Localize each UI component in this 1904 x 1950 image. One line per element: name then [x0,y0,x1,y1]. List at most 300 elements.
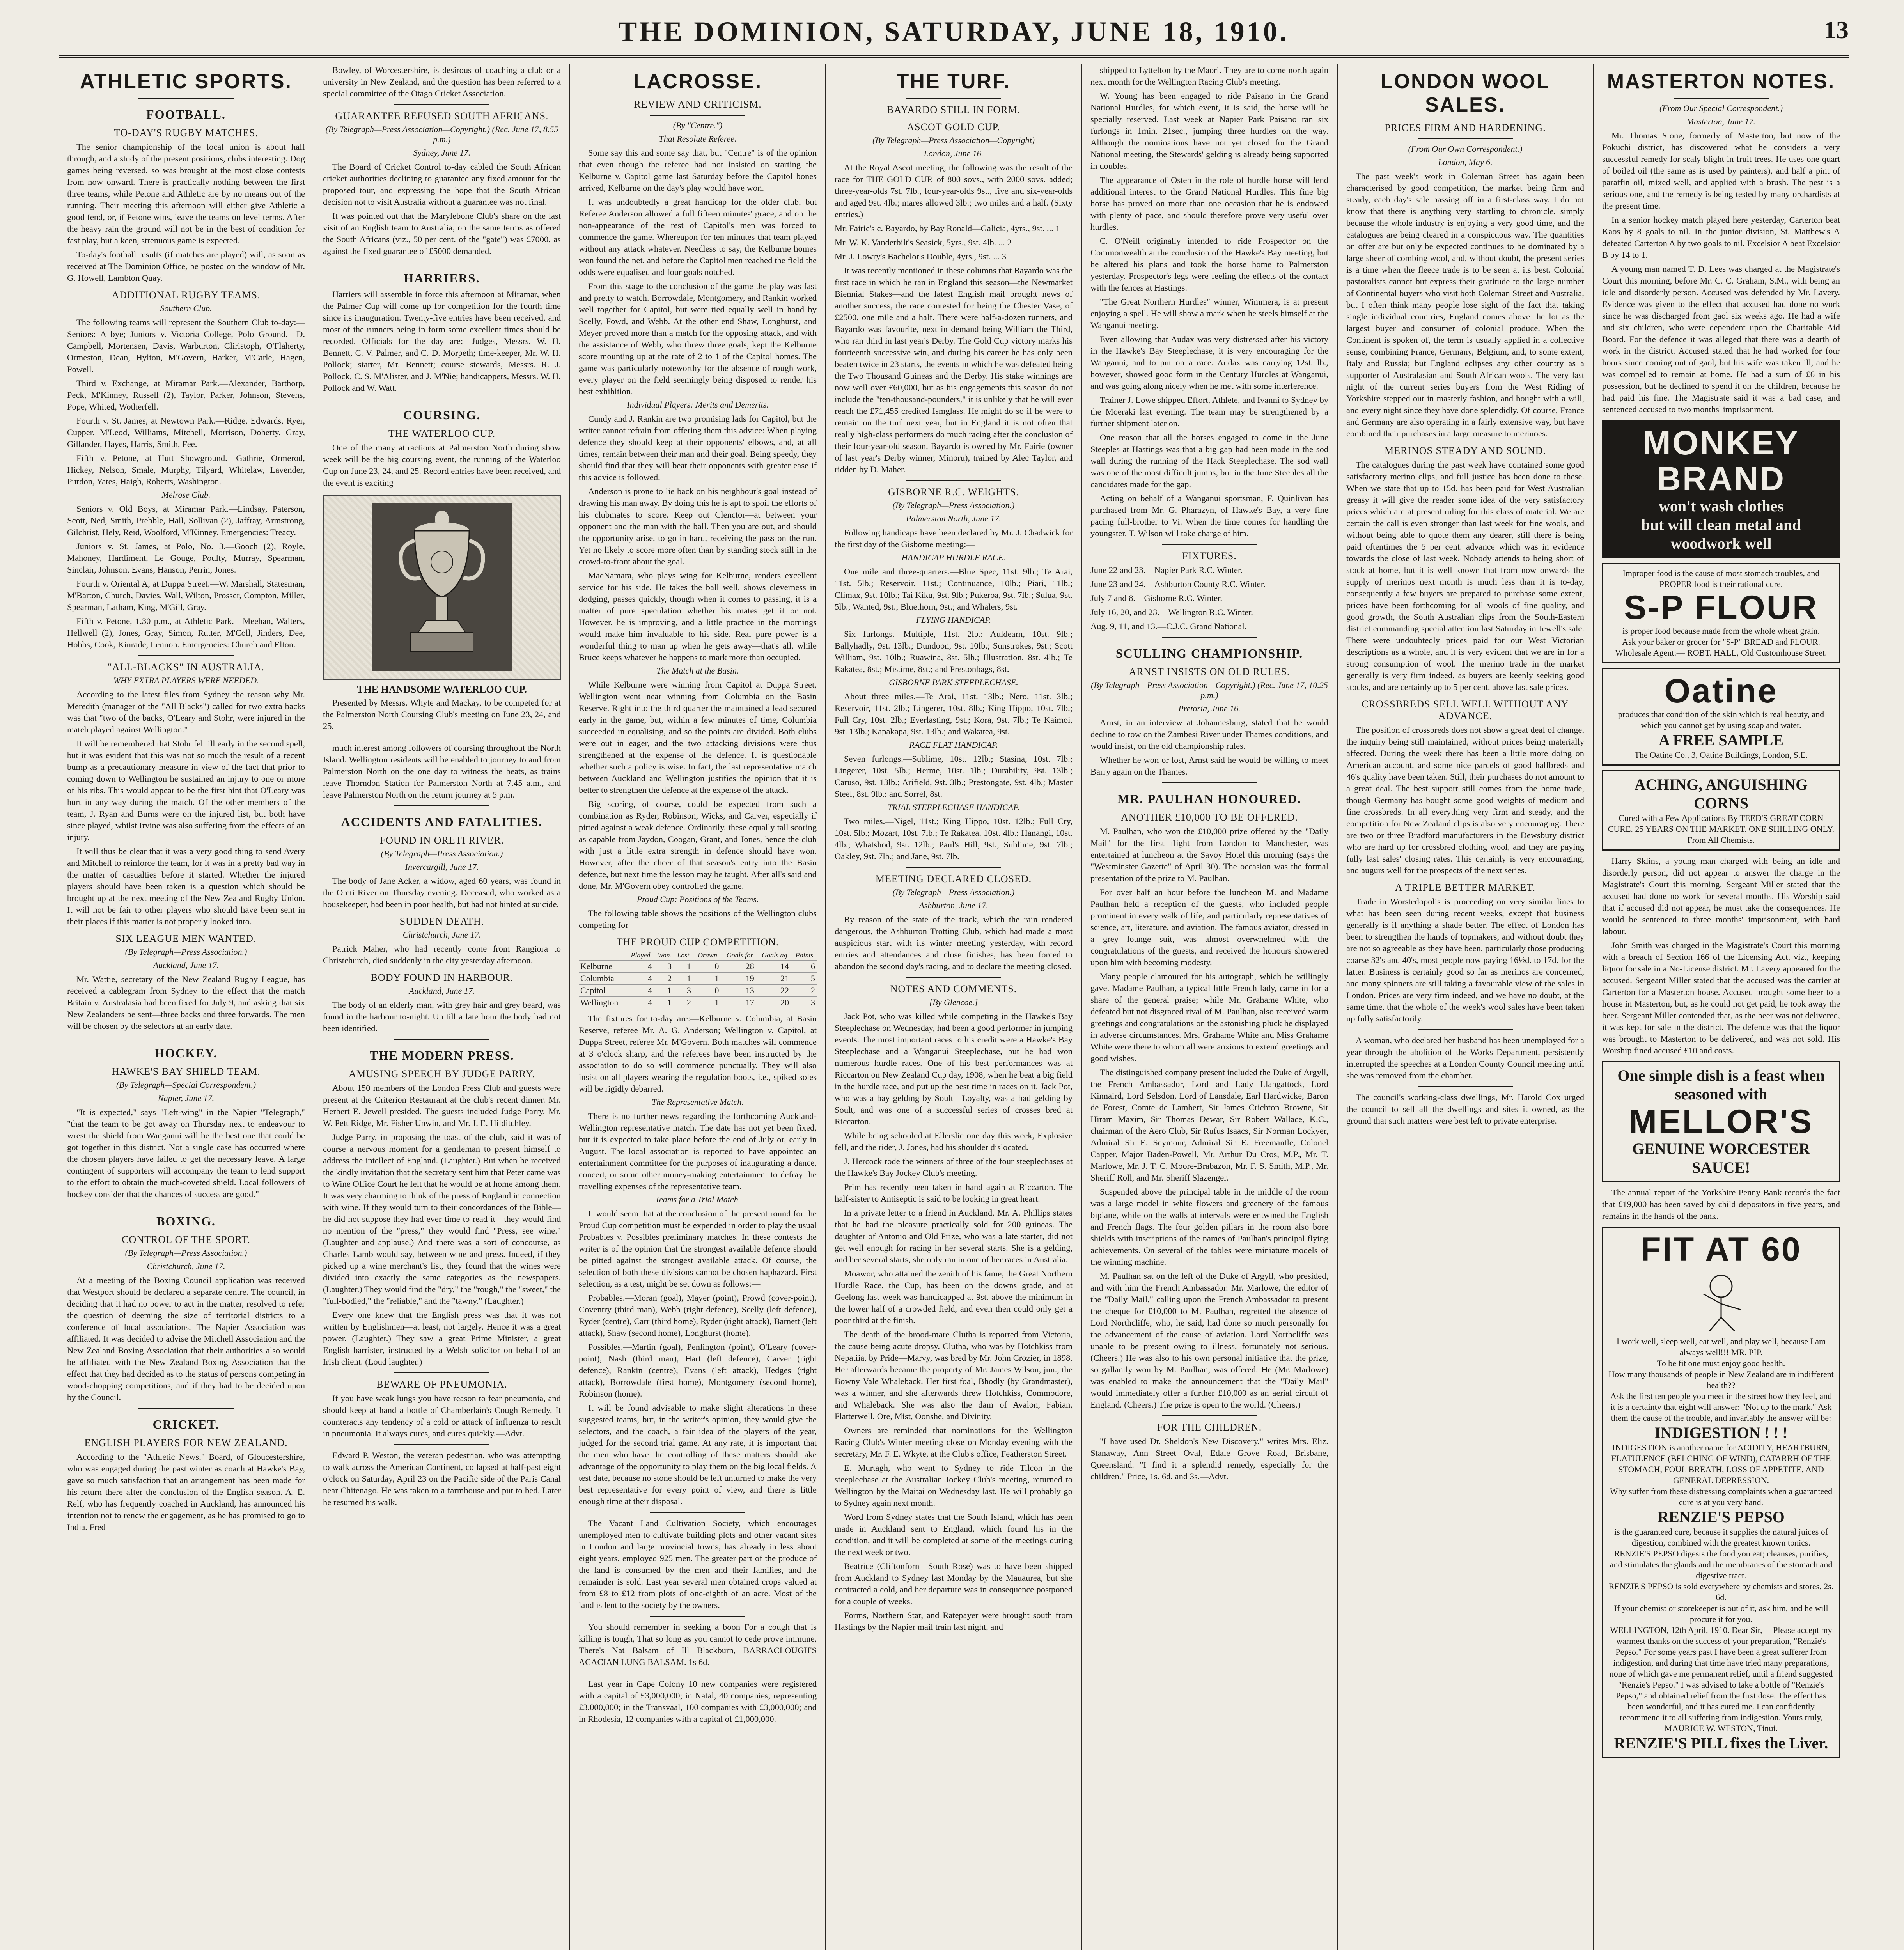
table-cell: 4 [626,997,653,1009]
trophy-icon [372,503,512,671]
byline: (By Telegraph—Press Association.) [381,849,503,858]
divider [394,1039,489,1040]
byline: (By Telegraph—Press Association—Copyright) [872,135,1035,145]
section-heading: THE TURF. [896,70,1011,93]
ad-brand-name: Oatine [1664,672,1778,710]
paragraph: The appearance of Osten in the role of hurdle horse will lend additional interest to the Grand National Hurdles. This fine big horse has proved on more than one occasion that he is endowed with plenty of pace, and should therefore prove very useful over hurdles. [1090,175,1328,232]
article-heading: TO-DAY'S RUGBY MATCHES. [114,127,258,138]
ad-tagline: GENUINE WORCESTER SAUCE! [1632,1140,1810,1176]
divider [906,98,1001,99]
paragraph: The senior championship of the local union is about half through, and a study of the present positions, clubs interesting. Dog games being reversed, so was brought at the most close contests from now onward. There is practically nothing between the first three teams, while Petone and Athletic are by no means out of the running. Their meeting this afternoon will either give Athletic a good fend, or, if Petone wins, leave the teams on level terms. After the heavy rain the ground will not be in the best of condition for fast play, but a keen, strenuous game is expected. [67,142,305,245]
ad-text: is proper food because made from the whole wheat grain. [1622,626,1820,636]
column-7 [1594,64,1849,1950]
table-title: THE PROUD CUP COMPETITION. [616,936,779,948]
divider [650,1512,745,1513]
paragraph: Seven furlongs.—Sublime, 10st. 12lb.; Stasina, 10st. 7lb.; Lingerer, 10st. 5lb.; Herme, 10st. 1lb.; Durability, 9st. 13lb.; Caruso, 9st. 13lb.; Arifield, 9st. 3lb.; Prestongate, 9st. 4lb.; Master Steel, 8st. 9lb.; and Sorrel, 8st. [835,754,1073,799]
paragraph: Bowley, of Worcestershire, is desirous of coaching a club or a university in New Zealand, and the question has been referred to a special committee of the Otago Cricket Association. [323,65,561,98]
subheading: The Representative Match. [652,1097,744,1107]
byline: (From Our Own Correspondent.) [1408,144,1523,154]
proud-cup-table [579,950,817,1009]
race-results [835,223,1073,262]
article-heading: ANOTHER £10,000 TO BE OFFERED. [1121,812,1298,823]
divider [1162,1415,1257,1416]
paragraph: Some say this and some say that, but "Centre" is of the opinion that even though the referee had not insisted on starting the Kelburne v. Capitol game last Saturday before the Capitol bones arrived, Kelburne on the day's play would have won. [579,148,817,193]
dateline: London, June 16. [924,149,984,158]
list-item: July 16, 20, and 23.—Wellington R.C. Winter. [1090,607,1253,617]
dateline: Auckland, June 17. [409,986,475,996]
paragraph: It would seem that at the conclusion of the present round for the Proud Cup competition must be expended in order to play the usual Probables v. Possibles preliminary matches. In these contests the writer is of the opinion that the strongest available defence should be pitted against the strongest available attack. Of course, the selection of both these divisions cannot be chosen haphazard. First selection, as a test, might be set down as follows:— [579,1209,817,1289]
article-heading: CONTROL OF THE SPORT. [122,1234,250,1245]
table-cell: Capitol [579,985,626,997]
article-heading: HAWKE'S BAY SHIELD TEAM. [112,1066,261,1077]
article-heading: A TRIPLE BETTER MARKET. [1395,882,1536,893]
paragraph: The Board of Cricket Control to-day cabled the South African cricket authorities declining to guarantee any fixed amount for the proposed tour, and expressing the hope that the South African decision not to visit Australia without a guarantee was not final. [323,162,561,207]
ad-text: To be fit one must enjoy good health. [1657,1358,1785,1368]
table-cell: 2 [791,985,817,997]
paragraph: Fourth v. St. James, at Newtown Park.—Ridge, Edwards, Ryer, Cupper, M'Leod, Williams, Mitchell, Morrison, Doherty, Gray, Gillander, Hayes, Harris, Smith, Fee. [67,416,305,449]
ad-tagline: One simple dish is a feast when seasoned with [1617,1067,1825,1103]
sp-flour-advert [1602,563,1840,663]
byline: (By Telegraph—Press Association.) [125,947,247,957]
article-heading: SUDDEN DEATH. [399,916,484,927]
dateline: Palmerston North, June 17. [906,514,1001,523]
paragraph: While Kelburne were winning from Capitol at Duppa Street, Wellington went near winning from Columbia on the Basin Reserve. Right into the third quarter the maintained a lead secured early in the game, but, within a few minutes of time, Columbia succeeded in equalising, and so the points are divided. Both clubs were out in eager, and the two attacking divisions were thus strengthened at the expense of the defence. It is questionable whether such a policy is wise. In fact, the last representative match between Auckland and Wellington justifies the opinion that it is better to strengthen the defence at the expense of the attack. [579,680,817,795]
subheading: THE MODERN PRESS. [369,1048,514,1062]
divider [906,977,1001,978]
table-cell: Wellington [579,997,626,1009]
table-cell: 17 [720,997,755,1009]
subheading: CRICKET. [152,1417,220,1431]
table-header-cell: Won. [654,950,673,961]
paragraph: Owners are reminded that nominations for the Wellington Racing Club's Winter meeting close on Monday evening with the secretary, Mr. F. E. Wkyte, at the Club's office, Featherston Street. [835,1425,1073,1459]
column-4 [826,64,1082,1950]
table-cell: 1 [673,961,693,973]
list-item: Mr. W. K. Vanderbilt's Seasick, 5yrs., 9st. 4lb. ... 2 [835,238,1012,247]
paragraph: The following teams will represent the Southern Club to-day:— Seniors: A bye; Juniors v. Victoria College, Polo Ground.—D. Campbell, Mortensen, Davis, Warburton, Cliristoph, O'Flaherty, Ormeston, Dean, Hylton, M'Govern, Harker, M'Carle, Hagen, Powell. [67,317,305,374]
ad-text: INDIGESTION is another name for ACIDITY, HEARTBURN, FLATULENCE (BELCHING OF WIND), CATARRH OF THE STOMACH, FOUL BREATH, LOSS OF APPETITE, AND GENERAL DEPRESSION. [1611,1443,1831,1485]
table-cell: 21 [756,973,791,985]
paragraph: The distinguished company present included the Duke of Argyll, the French Ambassador, Lord and Lady Llangattock, Lord Kinnaird, Lord Selsdon, Lord of Lansdale, Earl Hardwicke, Baron de Forest, Comte de Lambert, Sir James Crichton Browne, Sir Hiram Maxim, Sir Thomas Dewar, Sir Robert Wallace, K.C., chairman of the Aero Club, Sir Rufus Isaacs, Sir Norman Lockyer, Admiral Sir E. Seymour, Admiral Sir E. Freemantle, Colonel Capper, Major Baden-Powell, Mr. Arthur Du Cros, M.P., Mr. T. Marlowe, Mr. J. T. C. Moore-Brabazon, Mr. F. S. Smith, M.P., Mr. Sheriff Roll, and Mr. Sheriff Slazenger. [1090,1067,1328,1182]
byline: (By Telegraph—Special Correspondent.) [116,1080,256,1090]
divider [906,480,1001,481]
subheading: ACCIDENTS AND FATALITIES. [341,815,543,829]
ad-text: Why suffer from these distressing complaints when a guaranteed cure is at you very hand. [1610,1486,1833,1507]
divider [394,104,489,105]
table-cell: 2 [673,997,693,1009]
column-5 [1082,64,1338,1950]
renzies-pepso-advert [1602,1227,1840,1758]
paragraph: The Vacant Land Cultivation Society, which encourages unemployed men to cultivate building plots and other vacant sites in London and large provincial towns, has already in less about eight years, employed 925 men. The greater part of the produce of the land is consumed by the men and their families, and the remainder is sold. Last year several men obtained crops valued at from £8 to £12 from plots of one-eighth of an acre. Most of the land is lent to the society by the owners. [579,1518,817,1610]
section-heading: LONDON WOOL SALES. [1380,70,1550,116]
ad-text: Improper food is the cause of most stomach troubles, and PROPER food is their rational cure. [1622,568,1820,589]
section-heading: LACROSSE. [633,70,762,93]
table-header-cell: Drawn. [693,950,721,961]
list-item: June 22 and 23.—Napier Park R.C. Winter. [1090,565,1243,575]
table-cell: 28 [720,961,755,973]
paragraph: Anderson is prone to lie back on his neighbour's goal instead of drawing his man away. By doing this he is apt to spoil the efforts of his clubmates to score. Keep out Clenctor—at between your opponent and the man with the ball. Then you are out, and should the opportunity arise, to go in hard, receiving the pass on the run. Yet no likely to score more often than by standing stock still in the crowd-to-front about the goal. [579,486,817,566]
ad-brand-name: S-P FLOUR [1624,589,1818,626]
table-header-row [579,950,817,961]
ad-agent: Wholesale Agent:— ROBT. HALL, Old Customhouse Street. [1615,648,1827,658]
paragraph: One of the many attractions at Palmerston North during show week will be the big coursing event, the running of the Waterloo Cup on June 23, 24, and 25. Record entries have been received, and the event is exciting [323,443,561,488]
paragraph: It was undoubtedly a great handicap for the older club, but Referee Anderson allowed a full fifteen minutes' grace, and on the non-appearance of the rest of Capitol's men was forced to commence the game. Whereupon for ten minutes that team played without any attack whatever. Needless to say, the Kelburne homes won found the net, and before the Capitol men reached the field the odds were equalised and four goals notched. [579,197,817,277]
paragraph: Jack Pot, who was killed while competing in the Hawke's Bay Steeplechase on Wednesday, had been a good performer in jumping events. The most important races to his credit were a Hawke's Bay Steeplechase and a Wanganui Steeplechase, but he had won numerous hurdle races. One of his best performances was at Riccarton on New Zealand Cup day, 1908, when he beat a big field in the hurdle race, and put up the best time in races on it. Jack Pot, who was a bay gelding by Soult—Loyalty, was a bad gelding by Soult, and was one of a successful series of crosses bred at Riccarton. [835,1011,1073,1126]
divider [1418,1029,1513,1030]
paragraph: Possibles.—Martin (goal), Penlington (point), O'Leary (cover-point), Nash (third man), Hart (left defence), Carver (right defence), Rankin (centre), Evans (left attack), Hedges (right attack), Borrowdale (first home), Montgomery (second home), Robinson (home). [579,1342,817,1399]
paragraph: W. Young has been engaged to ride Paisano in the Grand National Hurdles, for which event, it is said, the horse will be specially reserved. Last week at Napier Park Paisano ran six furlongs in 1min. 21sec., jumping three hurdles on the way. Although the nominations have not yet closed for the Grand National meeting, the Stewards' gelding is already being supported in doubles. [1090,91,1328,171]
table-cell: 4 [626,985,653,997]
paragraph: "It is expected," says "Left-wing" in the Napier "Telegraph," "that the team to be got away on Thursday next to endeavour to wrest the shield from Wanganui will be the best one that could be got together in this district. Not a single case has occurred where the chosen players have failed to get the necessary leave. A large contingent of supporters will accompany the team to lend support to the effort to obtain the much-coveted shield. Local followers of hockey consider that the chances of success are good." [67,1107,305,1199]
mellors-sauce-advert [1602,1061,1840,1182]
paragraph: Arnst, in an interview at Johannesburg, stated that he would decline to row on the Zambesi River under Thames conditions, and would insist, on the old championship rules. [1090,718,1328,751]
subheading: TRIAL STEEPLECHASE HANDICAP. [887,802,1020,812]
mr-pip-figure-icon [1682,1271,1760,1333]
paragraph: Whether he won or lost, Arnst said he would be willing to meet Barry again on the Thames. [1090,755,1328,776]
paragraph: The following table shows the positions of the Wellington clubs competing for [579,908,817,930]
list-item: July 7 and 8.—Gisborne R.C. Winter. [1090,593,1223,603]
table-header-cell: Goals for. [720,950,755,961]
table-cell: 1 [654,985,673,997]
paragraph: Juniors v. St. James, at Polo, No. 3.—Gooch (2), Royle, Mahoney, Hardiment, Le Gouge, Poulty, Murray, Spearman, Sinclair, Johnson, Evans, Hanson, Perrin, Jones. [67,541,305,574]
paragraph: You should remember in seeking a boon For a cough that is killing is tough, That so long as you cannot to cede prove immune, There's Nat Balsam of Ill Blackburn, BARRACLOUGH'S ACACIAN LUNG BALSAM. 1s 6d. [579,1622,817,1667]
divider [1418,138,1513,139]
divider [1162,544,1257,545]
divider [394,1444,489,1445]
paragraph: A young man named T. D. Lees was charged at the Magistrate's Court this morning, before Mr. C. C. Graham, S.M., with being an idle and disorderly person. Accused was defended by Mr. Lavery. Evidence was given to the effect that accused had done no work since he was discharged from gaol six weeks ago. He had a wife and six children, who were dependent upon the Charitable Aid Board. For the defence it was alleged that there was a dearth of work in the district. Accused stated that he had worked for four hours since coming out of gaol, but his wife was taken ill, and he was compelled to remain at home. He had a sum of £6 in his possession, but he declined to spend it on the children, because he had paid his fine. The Magistrate said it was a bad case, and sentenced accused to two months' imprisonment. [1602,264,1840,414]
ad-address: The Oatine Co., 3, Oatine Buildings, London, S.E. [1634,750,1808,760]
article-heading: BEWARE OF PNEUMONIA. [376,1379,507,1390]
paragraph: "I have used Dr. Sheldon's New Discovery," writes Mrs. Eliz. Stanaway, Ann Street Oval, Edale Grove Road, Brisbane, Queensland. "I find it a splendid remedy, especially for the children." Price, 1s. 6d. and 3s.—Advt. [1090,1436,1328,1481]
divider [1162,637,1257,638]
divider [138,1408,234,1409]
paragraph: About three miles.—Te Arai, 11st. 13lb.; Nero, 11st. 3lb.; Reservoir, 11st. 2lb.; Lingerer, 10st. 8lb.; King Hippo, 10st. 7lb.; Full Cry, 10st. 2lb.; Everlasting, 9st.; Kora, 9st. 7lb.; Te Kaimoi, 9st. 13lb.; Kapakapa, 9st. 13lb.; and Wakatea, 9st. [835,691,1073,736]
paragraph: Edward P. Weston, the veteran pedestrian, who was attempting to walk across the American Continent, collapsed at half-past eight o'clock on Saturday, April 23 on the Pacific side of the Paris Canal near Chitenago. He was taken to a farmhouse and put to bed. Later he resumed his walk. [323,1450,561,1507]
column-1 [59,64,314,1950]
article-heading: ENGLISH PLAYERS FOR NEW ZEALAND. [84,1437,288,1448]
paragraph: In a private letter to a friend in Auckland, Mr. A. Phillips states that he had the pleasure practically sold for 200 guineas. The daughter of Antonio and Old Prize, who was a late starter, did not get well enough for racing in her several starts. She is a gelding, and her several starts, she only ran in one of her races in Australia. [835,1208,1073,1264]
fixtures-list [1090,564,1328,632]
table-header-cell: Played. [626,950,653,961]
paragraph: Word from Sydney states that the South Island, which has been made in Auckland sent to England, which found his in the condition, and it will be completed at some of the meetings during the next week or two. [835,1512,1073,1557]
newspaper-title: THE DOMINION, SATURDAY, JUNE 18, 1910. [618,16,1289,47]
paragraph: Forms, Northern Star, and Ratepayer were brought south from Hastings by the Napier mail train last night, and [835,1610,1073,1632]
paragraph: "The Great Northern Hurdles" winner, Wimmera, is at present enjoying a spell. He will show a mark when he steels himself at the Wanganui meeting. [1090,297,1328,330]
article-heading: MEETING DECLARED CLOSED. [875,873,1032,885]
paragraph: Probables.—Moran (goal), Mayer (point), Prowd (cover-point), Coventry (third man), Webb (right defence), Scelly (left defence), Ryder (centre), Carr (third home), Ryder (right attack), Barnett (left attack), Shaw (second home), Longhurst (home). [579,1293,817,1338]
ad-tagline: won't wash clothes [1658,497,1784,515]
subheading: The Match at the Basin. [656,666,739,675]
paragraph: Prim has recently been taken in hand again at Riccarton. The half-sister to Antiseptic is said to be looking in great heart. [835,1182,1073,1204]
dateline: Ashburton, June 17. [919,901,988,910]
table-cell: 1 [673,973,693,985]
subheading: Individual Players: Merits and Demerits. [627,400,769,410]
subheading: RACE FLAT HANDICAP. [909,740,998,750]
paragraph: Two miles.—Nigel, 11st.; King Hippo, 10st. 12lb.; Full Cry, 10st. 5lb.; Mozart, 10st. 7lb.; Te Rakatea, 10st. 4lb.; Hanangi, 10st. 4lb.; Whatshod, 9st. 12lb.; Paul's Hill, 9st.; Sublime, 9st. 7lb.; Oakley, 9st. 7lb.; and Jane, 9st. 7lb. [835,816,1073,861]
table-header-cell: Goals ag. [756,950,791,961]
table-header-cell: Points. [791,950,817,961]
columns [59,64,1849,1950]
paragraph: The catalogues during the past week have contained some good satisfactory merino clips, and full justice has been done to these. When we state that up to 15d. has been paid for West Australian greasy it will give the reader some idea of the very satisfactory prices which are at present ruling for this class of material. We are certain the call is even stronger than last week for fine wools, and without being able to quote them any dearer, still there is being paid oftentimes the 5 per cent. advance which was in evidence towards the close of last week. Nobody attends to being short of stock at home, but it is well known that from now onwards the supply of merinos next month is much less than it is to-day, consequently a few buyers are prepared to purchase some extent, prices have been forthcoming for all wools of fine quality, and good growth, the South Australian clips from the South-Eastern district commanding special attention last Saturday in Jewell's sale. There were undoubtedly prices paid for our West Victorian descriptions as a whole, and it is very evident that we are in for a strong consumption of wool. The merino trade in the market generally is very firm indeed, as buyers are keenly seeking good stocks, and are certainly up to 5 per cent. above last sale prices. [1346,460,1584,692]
list-item: June 23 and 24.—Ashburton County R.C. Winter. [1090,579,1266,589]
divider [650,1616,745,1617]
dateline: Invercargill, June 17. [405,862,479,872]
table-row [579,997,817,1009]
dateline: Christchurch, June 17. [402,930,481,940]
paragraph: Moawor, who attained the zenith of his fame, the Great Northern Hurdle Race, the Cup, has been on the downs grade, and at Geelong last week was handicapped at 9st. above the minimum in the lower half of a crowded field, and even then could only get a poor third at the finish. [835,1269,1073,1325]
ad-brand-name: MELLOR'S [1629,1103,1814,1140]
table-cell: 4 [626,973,653,985]
paragraph: While being schooled at Ellerslie one day this week, Explosive fell, and the rider, J. Jones, had his shoulder dislocated. [835,1131,1073,1152]
paragraph: Following handicaps have been declared by Mr. J. Chadwick for the first day of the Gisborne meeting:— [835,528,1073,549]
table-header-cell: Lost. [673,950,693,961]
divider [906,867,1001,868]
table-cell: 3 [791,997,817,1009]
article-heading: "ALL-BLACKS" IN AUSTRALIA. [108,661,264,673]
table-cell: Kelburne [579,961,626,973]
ad-offer: A FREE SAMPLE [1658,731,1784,749]
paragraph: There is no further news regarding the forthcoming Auckland-Wellington representative match. The date has not yet been fixed, but it is expected to take place before the end of July or, early in August. The local association is reported to have appointed an entertainment committee for the purposes of inaugurating a dance, concert, or some other money-making entertainment to defray the travelling expenses of the representative team. [579,1111,817,1191]
byline: (By Telegraph—Press Association—Copyright.) (Rec. June 17, 10.25 p.m.) [1091,680,1328,700]
page-number: 13 [1824,16,1849,44]
paragraph: Trainer J. Lowe shipped Effort, Athlete, and Ivanni to Sydney by the Moeraki last evening. The team may be strengthened by a further shipment later on. [1090,395,1328,428]
paragraph: Seniors v. Old Boys, at Miramar Park.—Lindsay, Paterson, Scott, Ned, Smith, Prebble, Hall, Sollivan (2), Jaffray, Armstrong, Gilchrist, Hely, Reid, Woolford, M'Kinney. Emergencies: Treacy. [67,504,305,537]
paragraph: It was pointed out that the Marylebone Club's share on the last visit of an English team to Australia, on the same terms as offered the South Africans (viz., 50 per cent. of the "gate") was £7000, as against the fixed guarantee of £5000 demanded. [323,211,561,256]
subheading: WHY EXTRA PLAYERS WERE NEEDED. [113,675,259,685]
paragraph: Patrick Maher, who had recently come from Rangiora to Christchurch, died suddenly in the city yesterday afternoon. [323,944,561,965]
ad-brand-name: MONKEY BRAND [1643,424,1799,498]
divider [138,98,234,99]
table-row [579,985,817,997]
paragraph: Cundy and J. Rankin are two promising lads for Capitol, but the writer cannot refrain from offering them this advice: When playing defence they should keep at their opponents' elbows, and, at all times, remain between their man and their goal. Being speedy, they should find that they will beat their opponents with greater ease if this advice is followed. [579,414,817,482]
article-heading: FIXTURES. [1182,550,1237,562]
paragraph: E. Murtagh, who went to Sydney to ride Tilcon in the steeplechase at the Australian Jockey Club's meeting, returned to Wellington by the Maitai on Wednesday last. He will probably go to Sydney again next month. [835,1463,1073,1508]
dateline: Christchurch, June 17. [147,1261,225,1271]
table-row [579,973,817,985]
ad-tagline: but will clean metal and woodwork well [1641,516,1801,552]
divider [650,115,745,116]
paragraph: The past week's work in Coleman Street has again been characterised by good competition, the market being firm and steady, each day's sale passing off in a first-class way. I do not know that there is anything very startling to chronicle, simply because the whole industry is enjoying a very good time, and the catalogues are being cleared in a conspicuous way. The quantities on offer are but only be expected continues to be dominated by a large sheer of combing wool, and, without doubt, the present series is a time when the fleece trade is to be seen at its best. Colonial pastoralists cannot but express their gratitude to the large number of Continental buyers who visit both Coleman Street and Australia, but I often think many people lose sight of the fact that taking single individual countries, England comes above the lot as the largest buyer and consumer of colonial produce. When the Continent is spoken of, the term is usually applied in a collective sense, combining France, Germany, Belgium, and, to some extent, Italy and Russia; but England eclipses any other country as a supporter of Australasian and South African wools. The very last night of the current series buyers from the West Riding of Yorkshire stepped out in masterly fashion, and bought with a will, and every night since they have done splendidly. Of course, France and Germany are also operating in a fairly extensive way, but have combined their purchases in a large measure to merinoes. [1346,171,1584,438]
table-cell: 2 [654,973,673,985]
paragraph: One reason that all the horses engaged to come in the June Steeples at Hastings was that a big gap had been made in the sod wall during the running of the Hack Steeplechase. The sod wall was one of the most difficult jumps, but in the June Steeples all the candidates made for the gap. [1090,433,1328,489]
paragraph: Fourth v. Oriental A, at Duppa Street.—W. Marshall, Statesman, M'Barton, Church, Davies, Wall, Wilton, Prosser, Compton, Miller, Spearman, Latham, King, M'Gill, Gray. [67,579,305,612]
section-heading: MASTERTON NOTES. [1607,70,1835,93]
ad-text: RENZIE'S PEPSO digests the food you eat; cleanses, purifies, and stimulates the glands and the membranes of the stomach and digestive tract. [1610,1549,1833,1580]
subheading: Proud Cup: Positions of the Teams. [636,894,759,904]
ad-headline: ACHING, ANGUISHING CORNS [1634,776,1808,812]
paragraph: John Smith was charged in the Magistrate's Court this morning with a breach of Section 166 of the Licensing Act, viz., keeping liquor for sale in a No-License district. Mr. Lavery appeared for the accused. Sergeant Miller stated that the accused was the carrier at Carterton for a Masterton house. Accused brought some beer to a house in Masterton, but, as he could not get paid, he took away the beer. Sergeant Miller contended that, as the beer was not delivered, it was kept for sale in the district. The defence was that the liquor was brought to Masterton to be delivered, and was not sold. His Worship fined accused £10 and costs. [1602,940,1840,1055]
paragraph: The position of crossbreds does not show a great deal of change, the inquiry being still maintained, without prices being materially affected. During the week there has been a little more doing on American account, and some nice parcels of good halfbreds and 46's quality have been taken. Still, their purchases do not amount to a great deal. The best support still comes from the home trade, though Germany has bought some good weights of medium and fine crossbreds. In all everything very firm and steady, and the competition for New Zealand clips is also very encouraging. There are two or three Bradford manufacturers in the Dewsbury district who are hard up for crossbred clothing wool, and they are paying fully last sales' closing rates. This certainly is very encouraging, and augurs well for the prospects of the next series. [1346,725,1584,875]
divider [1162,782,1257,783]
table-cell: 0 [693,985,721,997]
article-heading: FOR THE CHILDREN. [1157,1422,1262,1433]
paragraph: At the Royal Ascot meeting, the following was the result of the race for THE GOLD CUP, of 800 sovs., with 2000 sovs. added; three-year-olds 7st. 7lb., four-year-olds 9st., five and six-year-olds and aged 9st. 4lb.; mares allowed 3lb.; two miles and a half. (Sixty entries.) [835,163,1073,219]
subheading: FLYING HANDICAP. [916,615,991,625]
paragraph: By reason of the state of the track, which the rain rendered dangerous, the Ashburton Trotting Club, which had made a most auspicious start with its winter meeting yesterday, with record entries and attendances and close finishes, has been forced to abandon the second day's racing, and to declare the meeting closed. [835,915,1073,971]
paragraph: It will be remembered that Stohr felt ill early in the second spell, but it was evident that this was not so much the result of a recent bump as a precautionary measure in view of the fact that prior to coming down to Wellington he sustained an injury to one or more of his ribs. This would appear to be the first hint that O'Leary was hurt in any way during the match. Of the other members of the team, J. Ryan and Burns were on the injured list, but both have since played, whilst Irvine was also suffering from the effects of an injury. [67,739,305,842]
paragraph: Suspended above the principal table in the middle of the room was a large model in white flowers and greenery of the famous biplane, while on the walls at intervals were entwined the English and French flags. The four golden pillars in the room also bore shields with inscriptions of the names of Paulhan's principal flying achievements. On several of the tables were miniature models of the winning machine. [1090,1187,1328,1267]
article-heading: NOTES AND COMMENTS. [890,983,1017,994]
table-cell: 14 [756,961,791,973]
list-item: Mr. Fairie's c. Bayardo, by Bay Ronald—Galicia, 4yrs., 9st. ... 1 [835,223,1060,233]
article-heading: ADDITIONAL RUGBY TEAMS. [112,289,261,301]
paragraph: Six furlongs.—Multiple, 11st. 2lb.; Auldearn, 10st. 9lb.; Ballyhadly, 9st. 13lb.; Dundoon, 9st. 10lb.; Sunstrokes, 9st.; Scott William, 9st. 10lb.; Ruawina, 8st. 5lb.; Illustration, 8st. 4lb.; Te Rakatea, 8st.; Mistime, 8st.; and Prestonbags, 8st. [835,629,1073,674]
table-cell: 5 [791,973,817,985]
paragraph: Big scoring, of course, could be expected from such a combination as Ryder, Robinson, Wicks, and Carver, especially if pitted against a weak defence. Ordinarily, these equally tall scoring as capable from Jaydon, Coogan, Grant, and Jones, hence the club with just a little extra strength in defence should have won. However, after the cheer of that season's entry into the Basin defence, but next time the lesson may be taught. After all's said and done, Mr. M'Govern obey controlled the game. [579,799,817,891]
subheading: HANDICAP HURDLE RACE. [901,553,1006,562]
article-heading: ARNST INSISTS ON OLD RULES. [1129,666,1290,677]
paragraph: much interest among followers of coursing throughout the North Island. Wellington residents will be enabled to journey to and from Palmerston North on the one day to witness the beats, as trains leave Thorndon Station for Palmerston North at 7.45 a.m., and leave Palmerston North on the return journey at 5 p.m. [323,743,561,800]
byline: (By "Centre.") [673,121,723,130]
paragraph: For over half an hour before the luncheon M. and Madame Paulhan held a reception of the guests, who included people prominent in every walk of life, and particularly representatives of science, art, literature, and aviation. The famous aviator, dressed in a grey lounge suit, was almost overwhelmed with the congratulations of the guests, and received the honours showered upon him with becoming modesty. [1090,887,1328,967]
list-item: Aug. 9, 11, and 13.—C.J.C. Grand National. [1090,621,1247,631]
paragraph: Trade in Worstedopolis is proceeding on very similar lines to what has been seen during recent weeks, except that business generally is if anything a shade better. The effect of London has been to strengthen the hands of topmakers, and without doubt they are not so agreeable as they have been, particularly those producing coarse 32's and 40's, most people now paying 16½d. to 17d. for the latter. Business is certainly good so far as merinos are concerned, and many spinners are still taking a favourable view of the sales in London. Prices are very firm indeed, and we have no doubt, at the same time, that the whole of the week's wool sales have been taken up fully satisfactorily. [1346,897,1584,1023]
table-cell: 19 [720,973,755,985]
paragraph: Even allowing that Audax was very distressed after his victory in the Hawke's Bay Steeplechase, it is very encouraging for the Wanganui, and to put on a race. Audax was carrying 12st. lb., however, showed good form in the Century Hurdles at Wanganui, and was going along nicely when he met with some interference. [1090,334,1328,391]
subheading: SCULLING CHAMPIONSHIP. [1115,646,1303,660]
waterloo-cup-illustration [323,495,561,680]
paragraph: Judge Parry, in proposing the toast of the club, said it was of course a nervous moment for a gentleman to present himself to address the intellect of England. (Laughter.) But when he received the kindly invitation that the secretary sent him that Peter came was to Wine Office Court he felt that he would be at home among them. It was very charming to think of the press of England in connection with wine. If they would turn to their concordances of the Bible—he did not suppose they had ever time to read it—they would find no mention of the "press," they would find "Press, see wine." (Laughter and applause.) And there was a sort of concourse, as Charles Lamb would say, between wine and press. Indeed, if they picked up a wine merchant's list, they found that the wines were divided into exactly the same categories as the newspapers. (Laughter.) They would find the "dry," the "rough," the "sweet," the "full-bodied," the "reliable," and the "tawny." (Laughter.) [323,1132,561,1306]
paragraph: shipped to Lyttelton by the Maori. They are to come north again next month for the Wellington Racing Club's meeting. [1090,65,1328,87]
ad-text: How many thousands of people in New Zealand are in indifferent health?? [1608,1369,1834,1390]
ad-text: Cured with a Few Applications By TEED'S GREAT CORN CURE. 25 YEARS ON THE MARKET. ONE SHILLING ONLY. From All Chemists. [1608,813,1835,845]
paragraph: MacNamara, who plays wing for Kelburne, renders excellent service for his side. He takes the ball well, shows cleverness in dodging, passes quickly, though when it comes to passing, it is a matter of pure speculation whether his mates get it or not. However, he is improving, and a little practice in the mornings would make him invaluable to his side. Real pure power is a wonderful thing to man up when he gets away—that's all, while Bruce keeps whatever he happens to mark more than occupied. [579,571,817,662]
paragraph: To-day's football results (if matches are played) will, as soon as received at The Dominion Office, be posted on the window of Mr. G. Howell, Lambton Quay. [67,250,305,283]
paragraph: Fifth v. Petone, at Hutt Showground.—Gathrie, Ormerod, Hickey, Nelson, Smale, Murphy, Tilyard, Whitelaw, Lavender, Purdon, Yates, Haigh, Roberts, Washington. [67,453,305,486]
byline: (By Telegraph—Press Association—Copyright.) (Rec. June 17, 8.55 p.m.) [325,124,558,144]
ad-footer: RENZIE'S PILL fixes the Liver. [1614,1734,1828,1752]
paragraph: Mr. Thomas Stone, formerly of Masterton, but now of the Pokuchi district, has discovered what he considers a very successful remedy for scaly blight in fruit trees. He uses one quart of boiled oil (the same as is used by painters), and half a pint of paraffin oil, mixed well, and applied with a brush. The pest is a serious one, and the remedy is being tested by many orchardists at the present time. [1602,131,1840,211]
subheading: GISBORNE PARK STEEPLECHASE. [889,677,1018,687]
ad-headline: FIT AT 60 [1640,1231,1802,1268]
paragraph: If you have weak lungs you have reason to fear pneumonia, and should keep at hand a bottle of Chamberlain's Cough Remedy. It counteracts any tendency of a cold or attack of influenza to result in pneumonia. It always cures, and cures quickly.—Advt. [323,1393,561,1438]
table-header-cell [579,950,626,961]
byline: [By Glencoe.] [929,997,978,1007]
ad-figure [1607,1271,1835,1333]
subheading: Southern Club. [160,303,212,313]
paragraph: The body of Jane Acker, a widow, aged 60 years, was found in the Oreti River on Thursday evening. Deceased, who worked as a housekeeper, had been in poor health, but had not hinted at suicide. [323,876,561,909]
ad-headline: INDIGESTION ! ! ! [1654,1424,1788,1441]
subheading: MR. PAULHAN HONOURED. [1117,792,1301,806]
paragraph: Mr. Wattie, secretary of the New Zealand Rugby League, has received a cablegram from Sydney to the effect that the match Britain v. Australasia had been fixed for July 9, and asking that six New Zealanders be sent—three backs and three forwards. The men will be chosen by the selectors at an early date. [67,974,305,1031]
table-cell: 4 [626,961,653,973]
column-6 [1338,64,1594,1950]
ad-text: I work well, sleep well, eat well, and play well, because I am always well!!! MR. PIP. [1616,1337,1826,1357]
paragraph: It was recently mentioned in these columns that Bayardo was the first race in which he ran in England this season—the Newmarket Biennial Stakes—and the latest English mail brought news of another success, the race contested for being the Chester Vase, of £2500, one mile and a half. There were half-a-dozen runners, and Bayardo was favourite, next in demand being William the Third, who ran third in last year's Derby. The Gold Cup victory marks his fourteenth successive win, and during his career he has only been beaten twice in 23 starts, the events in which he was defeated being the Two Thousand Guineas and the Derby. His stake winnings are now well over £60,000, but as his engagements this season do not include the "ten-thousand-pounders," it is unlikely that he will ever reach the £71,455 credited Ismglass. He might do so if he were to remain on the turf next year, but in England it is not often that really high-class performers do much racing after the conclusion of their four-year-old season. Bayardo is owned by Mr. Fairie (owner of last year's Derby winner, Minoru), trained by Alec Taylor, and ridden by D. Maher. [835,266,1073,474]
table-cell: 0 [693,961,721,973]
article-heading: SIX LEAGUE MEN WANTED. [115,933,257,944]
article-heading: AMUSING SPEECH BY JUDGE PARRY. [349,1068,535,1080]
article-heading: REVIEW AND CRITICISM. [634,99,762,110]
paragraph: The death of the brood-mare Clutha is reported from Victoria, the cause being acute dropsy. Clutha, who was by Hotchkiss from Nepatiia, by Pride—Marvy, was bred by Mr. John Crozier, in 1898. Her afterwards became the property of Mr. James Wilson, jun., the Bowny Vale Whaleback. Her first foal, Bhodly (by Grandmaster), was a winner, and she afterwards threw Hotchkiss, Commodore, and Whaleback. She was also the dam of Avalon, Fabian, Flatterwell, Ore, Mist, Oonshe, and Divinity. [835,1330,1073,1421]
divider [138,655,234,656]
paragraph: M. Paulhan sat on the left of the Duke of Argyll, who presided, and with him the French Ambassador. Mr. Marlowe, the editor of the "Daily Mail," calling upon the French Ambassador to present the cheque for £10,000 to M. Paulhan, regretted the absence of Lord Northcliffe, who, he said, had done so much personally for the advancement of the cause of aviation. Lord Northcliffe was unable to be present owing to illness, fortunately not serious. (Cheers.) He was also to his own personal initiative that the prize, so gallantly won by M. Paulhan, was offered. He (Mr. Marlowe) was enabled to make the announcement that the "Daily Mail" would immediately offer a further £10,000 as an aerial circuit of England. (Cheers.) The prize is open to the world. (Cheers.) [1090,1271,1328,1409]
illustration-caption: THE HANDSOME WATERLOO CUP. [357,684,527,695]
paragraph: At a meeting of the Boxing Council application was received that Westport should be declared a separate centre. The council, in deciding that it had no power to act in the matter, resolved to refer the question of deeming the size of territorial districts to a conference of local associations. The Napier Association was affiliated. It was decided to advise the Mitchell Association and the New Zealand Boxing Association that their authorities also would be affiliated with the New Zealand Boxing Association that the effect that they had decided as to the status of persons competing in wood-chopping competitions, and if they had to be decided upon by the Council. [67,1275,305,1402]
paragraph: M. Paulhan, who won the £10,000 prize offered by the "Daily Mail" for the first flight from London to Manchester, was entertained at luncheon at the Savoy Hotel this morning (says the "Westminster Gazette" of April 30). The occasion was the formal presentation of the prize to M. Paulhan. [1090,826,1328,883]
paragraph: From this stage to the conclusion of the game the play was fast and pretty to watch. Borrowdale, Montgomery, and Rankin worked well together for Capitol, but were tied equally well in hand by Scelly, Fowd, and Webb. At the other end Shaw, Longhurst, and Meyer proved more than a match for the opposing attack, and with the assistance of Webb, who threw three goals, kept the Kelburne score mounting up at the rate of 2 to 1 of the Capitol homes. The game was particularly noteworthy for the absence of rough work, every player on the field seemingly being disposed to render his best exhibition. [579,281,817,396]
byline: (By Telegraph—Press Association.) [892,887,1015,897]
article-heading: GUARANTEE REFUSED SOUTH AFRICANS. [335,110,549,122]
table-cell: 1 [654,997,673,1009]
dateline: Auckland, June 17. [153,960,219,970]
article-heading: BODY FOUND IN HARBOUR. [371,972,513,983]
table-row [579,961,817,973]
paragraph: The council's working-class dwellings, Mr. Harold Cox urged the council to sell all the dwellings and sites it owned, as the ground that such matters were best left to private enterprise. [1346,1092,1584,1126]
table-cell: 20 [756,997,791,1009]
table-cell: 3 [673,985,693,997]
dateline: Sydney, June 17. [413,148,471,158]
table-cell: 22 [756,985,791,997]
paragraph: Presented by Messrs. Whyte and Mackay, to be competed for at the Palmerston North Coursing Club's meeting on June 23, 24, and 25. [323,698,561,731]
subheading: Melrose Club. [161,490,211,500]
byline: (From Our Special Correspondent.) [1659,103,1783,113]
paragraph: Fifth v. Petone, 1.30 p.m., at Athletic Park.—Meehan, Walters, Hellwell (2), Jones, Gray, Simon, Rutter, M'Coll, Jinders, Dee, Hobbs, Cook, Kinrade, Lennon. Emergencies: Church and Elton. [67,616,305,649]
article-heading: FOUND IN ORETI RIVER. [379,835,504,846]
subheading: COURSING. [403,408,481,422]
paragraph: Harry Sklins, a young man charged with being an idle and disorderly person, did not appear to answer the charge in the Magistrate's Court this morning. Sergeant Miller stated that the accused had done no work for several months. His Worship said that if accused did not appear, he must take the consequences. He would be sentenced to three months' imprisonment, with hard labour. [1602,856,1840,936]
ad-testimonial: WELLINGTON, 12th April, 1910. Dear Sir,— Please accept my warmest thanks on the success of your preparation, "Renzie's Pepso." For some years past I have been a great sufferer from indigestion, and during that time have tried many preparations, none of which gave me permanent relief, until a friend suggested "Renzie's Pepso." I was advised to take a bottle of "Renzie's Pepso," and obtained relief from the first dose. The effect has been wonderful, and it has cured me. I can confidently recommend it to all suffering from indigestion. Yours truly, MAURICE W. WESTON, Tinui. [1609,1625,1833,1733]
dateline: Napier, June 17. [158,1093,215,1103]
table-cell: 13 [720,985,755,997]
dateline: London, May 6. [1438,157,1493,167]
divider [1674,98,1769,99]
ad-text: Ask your baker or grocer for "S-P" BREAD and FLOUR. [1622,637,1820,647]
divider [394,805,489,806]
paragraph: About 150 members of the London Press Club and guests were present at the Criterion Restaurant at the club's recent dinner. Mr. Herbert E. Jewell presided. The guests included Judge Parry, Mr. W. Pett Ridge, Mr. Fisher Unwin, and Mr. J. E. Hilditchley. [323,1083,561,1128]
article-heading: PRICES FIRM AND HARDENING. [1385,122,1546,133]
article-heading: MERINOS STEADY AND SOUND. [1384,445,1546,456]
table-cell: Columbia [579,973,626,985]
paragraph: Many people clamoured for his autograph, which he willingly gave. Madame Paulhan, a typical little French lady, came in for a share of the general praise; while Mr. Grahame White, who defeated but not disgraced rival of M. Paulhan, also received warm greetings and congratulations on the astonishing pluck he displayed in adverse circumstances. Mrs. Grahame White and Miss Grahame White were there to whom all were anxious to extend greetings and good wishes. [1090,971,1328,1063]
dateline: Pretoria, June 16. [1178,704,1241,713]
paragraph: According to the latest files from Sydney the reason why Mr. Meredith (manager of the "All Blacks") called for two extra backs was that "two of the backs, O'Leary and Stohr, were injured in the match played against Wellington." [67,690,305,734]
column-2 [314,64,570,1950]
paragraph: The annual report of the Yorkshire Penny Bank records the fact that £19,000 has been saved by child depositors in five years, and remains in the hands of the bank. [1602,1188,1840,1221]
article-heading: BAYARDO STILL IN FORM. [886,104,1021,115]
subheading: HARRIERS. [404,271,480,285]
paragraph: Third v. Exchange, at Miramar Park.—Alexander, Barthorp, Peck, M'Kinney, Russell (2), Taylor, Parker, Johnson, Stevens, Pope, Whited, Wotherfell. [67,378,305,411]
paragraph: C. O'Neill originally intended to ride Prospector on the Commonwealth at the conclusion of the Hawke's Bay meeting, but he altered his plans and took the horse home to Palmerston yesterday. Prospector's legs were feeling the effects of the contact with the fences at Hastings. [1090,236,1328,292]
table-cell: 1 [693,973,721,985]
paragraph: Every one knew that the English press was that it was not written by Englishmen—at least, not largely. Hence it was a great power. (Laughter.) They saw a great Prime Minister, a great English barrister, instructed by a Welsh solicitor on behalf of an Irish client. (Loud laughter.) [323,1310,561,1367]
table-cell: 3 [654,961,673,973]
ad-text: is the guaranteed cure, because it supplies the natural juices of digestion, combined with the greatest known tonics. [1614,1527,1828,1548]
ad-brand-name: RENZIE'S PEPSO [1658,1508,1785,1526]
byline: (By Telegraph—Press Association.) [892,500,1015,510]
oatine-advert [1602,668,1840,766]
list-item: Mr. J. Lowry's Bachelor's Double, 4yrs., 9st. ... 3 [835,252,1006,261]
divider [1418,1086,1513,1087]
paragraph: In a senior hockey match played here yesterday, Carterton beat Kaos by 8 goals to nil. In the junior division, St. Matthew's A defeated Carterton A by two goals to nil. Excelsior A beat Excelsior B by 14 to 1. [1602,215,1840,260]
ad-text: If your chemist or storekeeper is out of it, ask him, and he will procure it for you. [1614,1603,1828,1624]
paragraph: Last year in Cape Colony 10 new companies were registered with a capital of £3,000,000; in Natal, 40 companies, representing £3,000,000; in the Transvaal, 100 companies with £3,000,000; and in Rhodesia, 12 companies with a capital of £1,000,000. [579,1679,817,1724]
paragraph: A woman, who declared her husband has been unemployed for a year through the abolition of the Works Department, persistently interrupted the speeches at a London County Council meeting until she was removed from the chamber. [1346,1035,1584,1080]
dateline: Masterton, June 17. [1687,117,1755,126]
ad-text: Ask the first ten people you meet in the street how they feel, and it is a certainty that eight will answer: "Not up to the mark." Ask them the cause of the trouble, and invariably the answer will be: [1610,1391,1832,1423]
article-heading: ASCOT GOLD CUP. [907,121,1000,133]
paragraph: One mile and three-quarters.—Blue Spec, 11st. 9lb.; Te Arai, 11st. 5lb.; Reservoir, 11st.; Continuance, 10lb.; Piari, 11lb.; Climax, 9st. 10lb.; Tai Kiku, 9st. 9lb.; Pukeroa, 9st. 7lb.; Sulua, 9st. 5lb.; Wanted, 9st.; Bluethorn, 9st.; and Whalers, 9st. [835,567,1073,612]
corn-cure-advert [1602,770,1840,851]
paragraph: Beatrice (Cliftonforn—South Rose) was to have been shipped from Auckland to Sydney last Monday by the Mauaurea, but she contracted a cold, and her departure was in consequence postponed for a couple of weeks. [835,1561,1073,1606]
column-3 [570,64,826,1950]
monkey-brand-advert [1602,420,1840,558]
paragraph: Harriers will assemble in force this afternoon at Miramar, when the Palmer Cup will come up for competition for the fourth time since its inauguration. Twenty-five entries have been received, and most of the runners being in form some excellent times should be recorded. Officials for the day are:—Judges, Messrs. W. H. Bennett, C. V. Palmer, and C. D. Morpeth; time-keeper, Mr. W. H. Pollock; starter, Mr. Bennett; course stewards, Messrs. R. J. Pollock, C. S. M'Alister, and J. M'Nie; handicappers, Messrs. W. H. Pollock and W. Watt. [323,289,561,393]
paragraph: The body of an elderly man, with grey hair and grey beard, was found in the harbour to-night. Up till a late hour the body had not been identified. [323,1000,561,1033]
paragraph: J. Hercock rode the winners of three of the four steeplechases at the Hawke's Bay Jockey Club's meeting. [835,1156,1073,1178]
table-cell: 1 [693,997,721,1009]
paragraph: According to the "Athletic News," Board, of Gloucestershire, who was engaged during the past winter as coach at Hawke's Bay, gave so much satisfaction that an arrangement has been made for his return there after the conclusion of the English season. A. E. Relf, who has frequently coached in Auckland, has announced his intention not to renew the engagement, as he has promised to go to India. Fred [67,1452,305,1532]
ad-text: RENZIE'S PEPSO is sold everywhere by chemists and stores, 2s. 6d. [1608,1581,1834,1602]
